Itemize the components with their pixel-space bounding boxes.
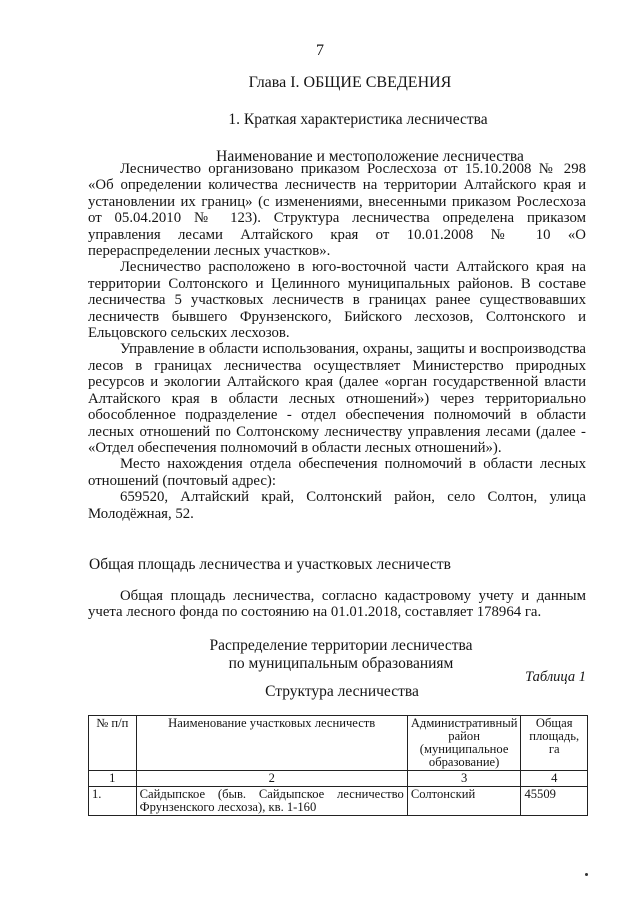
body-text-location	[88, 161, 586, 522]
paragraph: Управление в области использования, охраны, защиты и воспроизводства лесов в границах лесничества осуществляет Министерство природных ресурсов и экологии Алтайского края (далее «орган государственной власти Алтайского края в области лесных отношений») через территориально обособленное подразделение - отдел обеспечения полномочий в области лесных отношений по Солтонскому лесничеству управления лесами (далее - «Отдел обеспечения полномочий в области лесных отношений»).	[88, 341, 586, 456]
column-number: 4	[521, 771, 588, 787]
chapter-title: Глава I. ОБЩИЕ СВЕДЕНИЯ	[248, 74, 452, 91]
header-num: № п/п	[89, 716, 137, 771]
row-name: Сайдыпское (быв. Сайдыпское лесничество Фрунзенского лесхоза), кв. 1-160	[136, 787, 407, 816]
header-area: Общая площадь, га	[521, 716, 588, 771]
header-name: Наименование участковых лесничеств	[136, 716, 407, 771]
subheading-location: Наименование и местоположение лесничества	[216, 148, 524, 165]
subheading-line: Распределение территории лесничества	[209, 637, 473, 654]
subheading-line: по муниципальным образованиям	[228, 655, 454, 672]
table-caption: Таблица 1	[525, 669, 586, 685]
row-num: 1.	[89, 787, 137, 816]
subheading-area: Общая площадь лесничества и участковых лесничеств	[89, 556, 451, 573]
paragraph: Общая площадь лесничества, согласно кадастровому учету и данным учета лесного фонда по состоянию на 01.01.2018, составляет 178964 га.	[88, 588, 586, 621]
row-district: Солтонский	[407, 787, 521, 816]
column-number: 1	[89, 771, 137, 787]
body-text-area	[88, 588, 586, 621]
table-row	[89, 787, 588, 816]
column-number-row	[89, 771, 588, 787]
forestry-structure-table	[88, 715, 588, 816]
paragraph: 659520, Алтайский край, Солтонский район, село Солтон, улица Молодёжная, 52.	[88, 489, 586, 522]
subheading-distribution	[21, 637, 640, 673]
scan-speck	[585, 873, 588, 876]
row-area: 45509	[521, 787, 588, 816]
header-district: Административный район (муниципальное образование)	[407, 716, 521, 771]
column-number: 2	[136, 771, 407, 787]
table-title: Структура лесничества	[265, 683, 419, 700]
table-header-row	[89, 716, 588, 771]
paragraph: Лесничество расположено в юго-восточной части Алтайского края на территории Солтонского и Целинного муниципальных районов. В составе лесничества 5 участковых лесничеств в границах ранее существовавших лесничеств бывшего Фрунзенского, Бийского лесхозов, Солтонского и Ельцовского сельских лесхозов.	[88, 259, 586, 342]
section-title: 1. Краткая характеристика лесничества	[228, 111, 488, 128]
column-number: 3	[407, 771, 521, 787]
paragraph: Лесничество организовано приказом Рослесхоза от 15.10.2008 № 298 «Об определении количества лесничеств на территории Алтайского края и установлении их границ» (с изменениями, внесенными приказом Рослесхоза от 05.04.2010 № 123). Структура лесничества определена приказом управления лесами Алтайского края от 10.01.2008 № 10 «О перераспределении лесных участков».	[88, 161, 586, 260]
page-number: 7	[316, 42, 324, 59]
paragraph: Место нахождения отдела обеспечения полномочий в области лесных отношений (почтовый адрес):	[88, 456, 586, 489]
